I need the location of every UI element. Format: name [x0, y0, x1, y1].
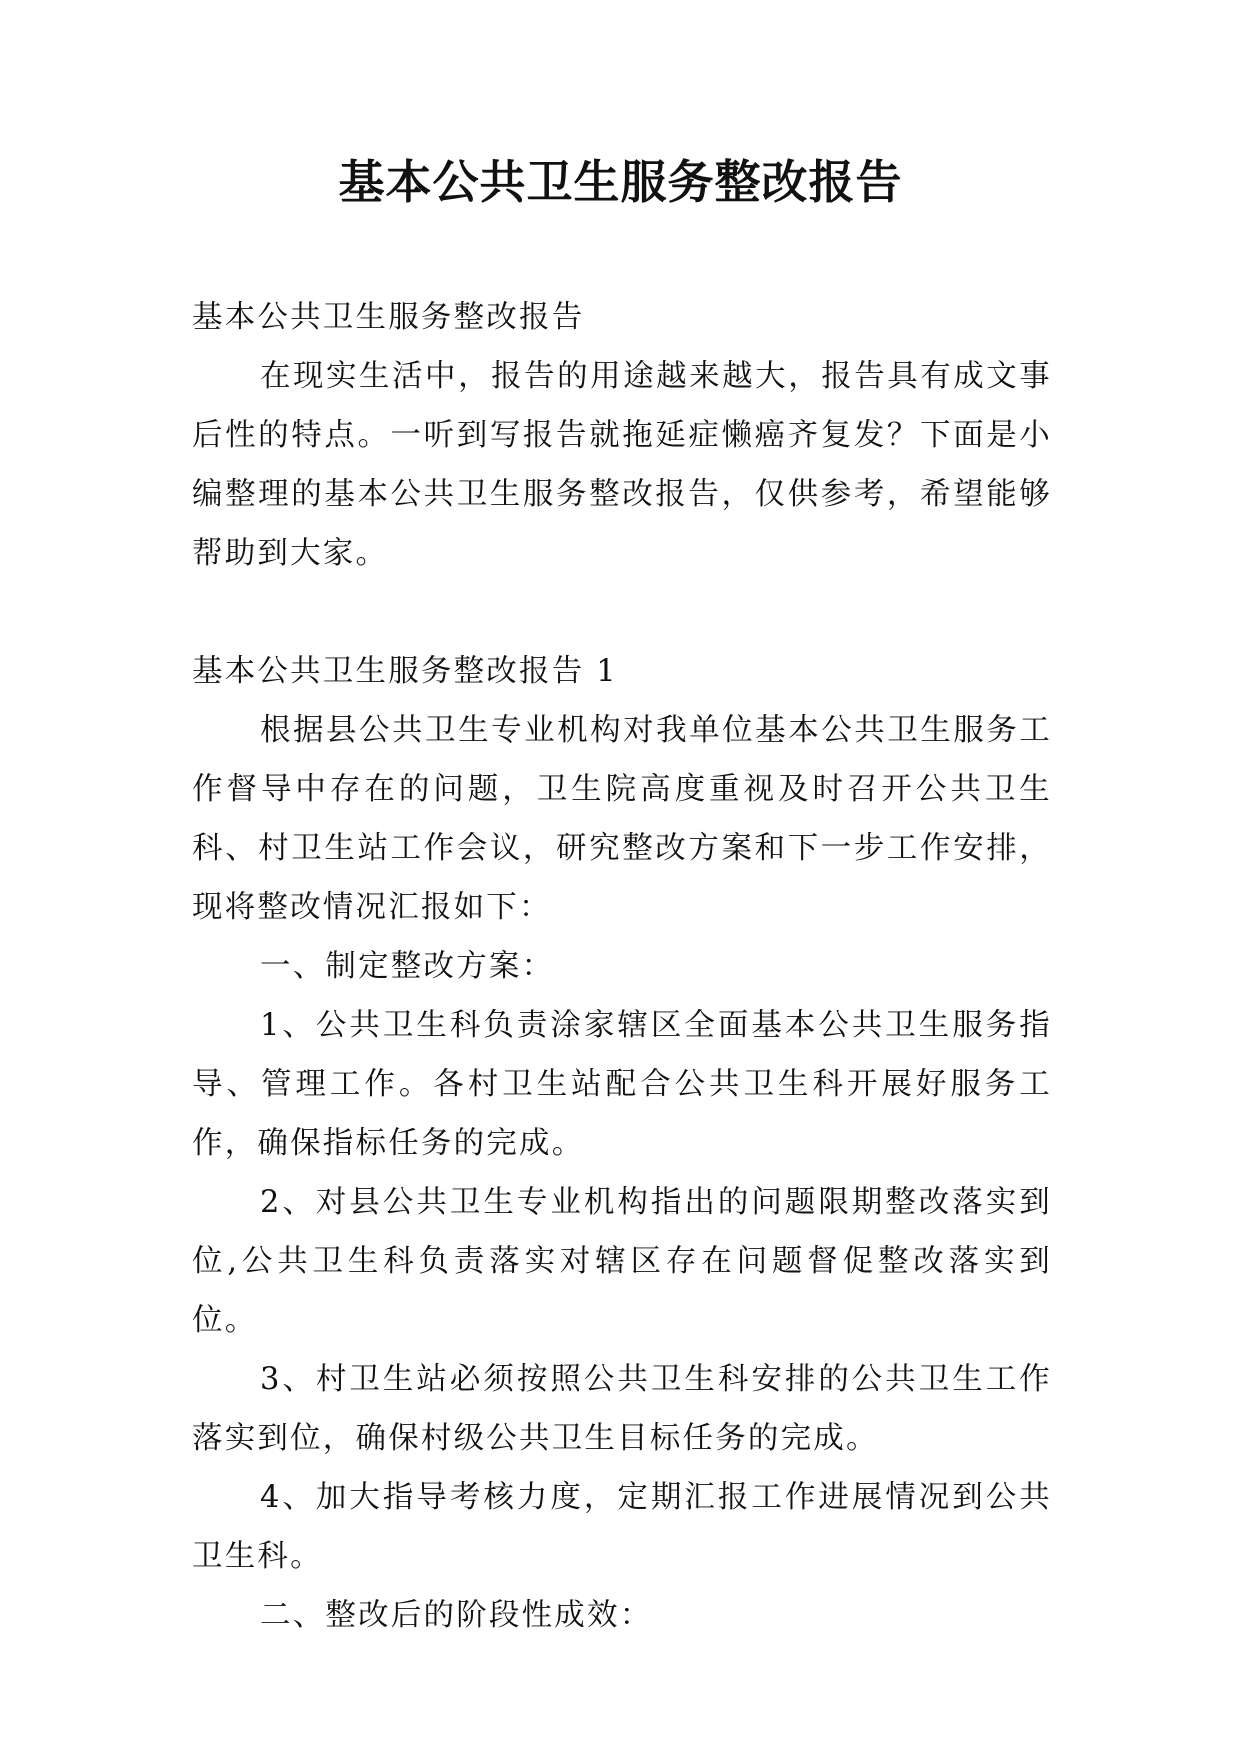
document-body: [192, 288, 1052, 1645]
document-subtitle: 基本公共卫生服务整改报告: [192, 300, 585, 335]
body-paragraph: 二、整改后的阶段性成效：: [260, 1598, 653, 1633]
body-paragraph: 1、公共卫生科负责涂家辖区全面基本公共卫生服务指导、管理工作。各村卫生站配合公共卫生科开展好服务工作，确保指标任务的完成。: [192, 1008, 1052, 1161]
body-paragraph: 4、加大指导考核力度，定期汇报工作进展情况到公共卫生科。: [192, 1480, 1052, 1574]
document-title: 基本公共卫生服务整改报告: [338, 155, 903, 209]
section-spacer: [192, 583, 1052, 642]
body-paragraph: 一、制定整改方案：: [260, 949, 555, 984]
section-heading: 基本公共卫生服务整改报告 1: [192, 654, 618, 689]
body-paragraph: 根据县公共卫生专业机构对我单位基本公共卫生服务工作督导中存在的问题，卫生院高度重视及时召开公共卫生科、村卫生站工作会议，研究整改方案和下一步工作安排，现将整改情况汇报如下：: [192, 713, 1052, 925]
body-paragraph: 2、对县公共卫生专业机构指出的问题限期整改落实到位,公共卫生科负责落实对辖区存在问题督促整改落实到位。: [192, 1185, 1052, 1338]
body-paragraph: 3、村卫生站必须按照公共卫生科安排的公共卫生工作落实到位，确保村级公共卫生目标任务的完成。: [192, 1362, 1052, 1456]
intro-paragraph: 在现实生活中，报告的用途越来越大，报告具有成文事后性的特点。一听到写报告就拖延症懒癌齐复发？下面是小编整理的基本公共卫生服务整改报告，仅供参考，希望能够帮助到大家。: [192, 359, 1052, 571]
